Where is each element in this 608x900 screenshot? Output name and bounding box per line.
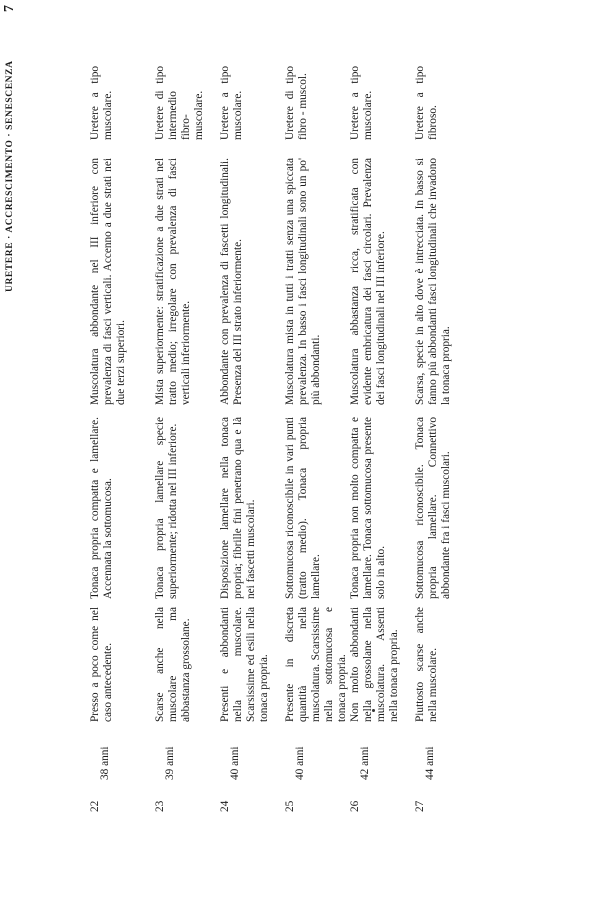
type-cell: Uretere di tipo intermedio fibro-muscolare. [154, 66, 205, 140]
submucosa-cell: Sottomucosa riconoscibile. Tonaca propria lamellare. Connettivo abbondante fra i fasci muscolari. [414, 417, 452, 599]
case-age: 42 anni [359, 746, 371, 780]
findings-table [89, 66, 479, 812]
case-number: 27 [414, 800, 426, 812]
case-age: 40 anni [294, 746, 306, 780]
case-age: 39 anni [164, 746, 176, 780]
case-number: 22 [89, 800, 101, 812]
running-title: URETERE · ACCRESCIMENTO · SENESCENZA [5, 60, 15, 292]
submucosa-cell: Disposizione lamellare nella tonaca propria; fibrille fini penetrano qua e là nei fascetti muscolari. [219, 417, 257, 599]
submucosa-cell: Tonaca propria lamellare specie superiormente; ridotta nel III inferiore. [154, 417, 179, 599]
vessels-cell: Non molto abbondanti nella grossolane nella muscolatura. Assenti nella tonaca propria. [349, 607, 400, 722]
musculature-cell: Muscolatura mista in tutti i tratti senza una spiccata prevalenza. In basso i fasci longitudinali sono un po' più abbondanti. [284, 158, 322, 405]
case-age: 40 anni [229, 746, 241, 780]
vessels-cell: Presenti e abbondanti nella muscolare. Scarsissime ed esili nella tonaca propria. [219, 607, 270, 722]
table-row [284, 66, 349, 812]
type-cell: Uretere a tipo muscolare. [89, 66, 114, 140]
type-cell: Uretere di tipo fibro - muscol. [284, 66, 309, 140]
table-row [349, 66, 414, 812]
table-row [219, 66, 284, 812]
vessels-cell: Scarse anche nella muscolare ma abbastanza grossolane. [154, 607, 192, 722]
table-row [89, 66, 154, 812]
table-row [414, 66, 479, 812]
musculature-cell: Scarsa, specie in alto dove è intrecciata. In basso si fanno più abbondanti fasci longitudinali che invadono la tonaca propria. [414, 158, 452, 405]
case-age: 44 anni [424, 746, 436, 780]
submucosa-cell: Tonaca propria non molto compatta e lamellare. Tonaca sottomucosa presente solo in alto. [349, 417, 387, 599]
page-number: 7 [2, 5, 17, 12]
type-cell: Uretere a tipo muscolare. [349, 66, 374, 140]
case-number: 24 [219, 800, 231, 812]
type-cell: Uretere a tipo fibroso. [414, 66, 439, 140]
case-number: 23 [154, 800, 166, 812]
case-number: 26 [349, 800, 361, 812]
submucosa-cell: Tonaca propria compatta e lamellare. Accennata la sottomucosa. [89, 417, 114, 599]
vessels-cell: Presente in discreta quantità nella muscolatura. Scarsissime nella sottomucosa e tonaca propria. [284, 607, 348, 722]
type-cell: Uretere a tipo muscolare. [219, 66, 244, 140]
musculature-cell: Abbondante con prevalenza di fascetti longitudinali. Presenza del III strato inferiormente. [219, 158, 244, 405]
vessels-cell: Presso a poco come nel caso antecedente. [89, 607, 114, 722]
table-row [154, 66, 219, 812]
case-age: 38 anni [99, 746, 111, 780]
musculature-cell: Muscolatura abbondante nel III inferiore con prevalenza di fasci verticali. Accenno a due strati nei due terzi superiori. [89, 158, 127, 405]
musculature-cell: Mista superiormente: stratificazione a due strati nel tratto medio; irregolare con prevalenza di fasci verticali inferiormente. [154, 158, 192, 405]
vessels-cell: Piuttosto scarse anche nella muscolare. [414, 607, 439, 722]
submucosa-cell: Sottomucosa riconoscibile in vari punti (tratto medio). Tonaca propria lamellare. [284, 417, 322, 599]
case-number: 25 [284, 800, 296, 812]
musculature-cell: Muscolatura abbastanza ricca, stratificata con evidente embricatura dei fasci circolari. Prevalenza dei fasci longitudinali nel III inferiore. [349, 158, 387, 405]
